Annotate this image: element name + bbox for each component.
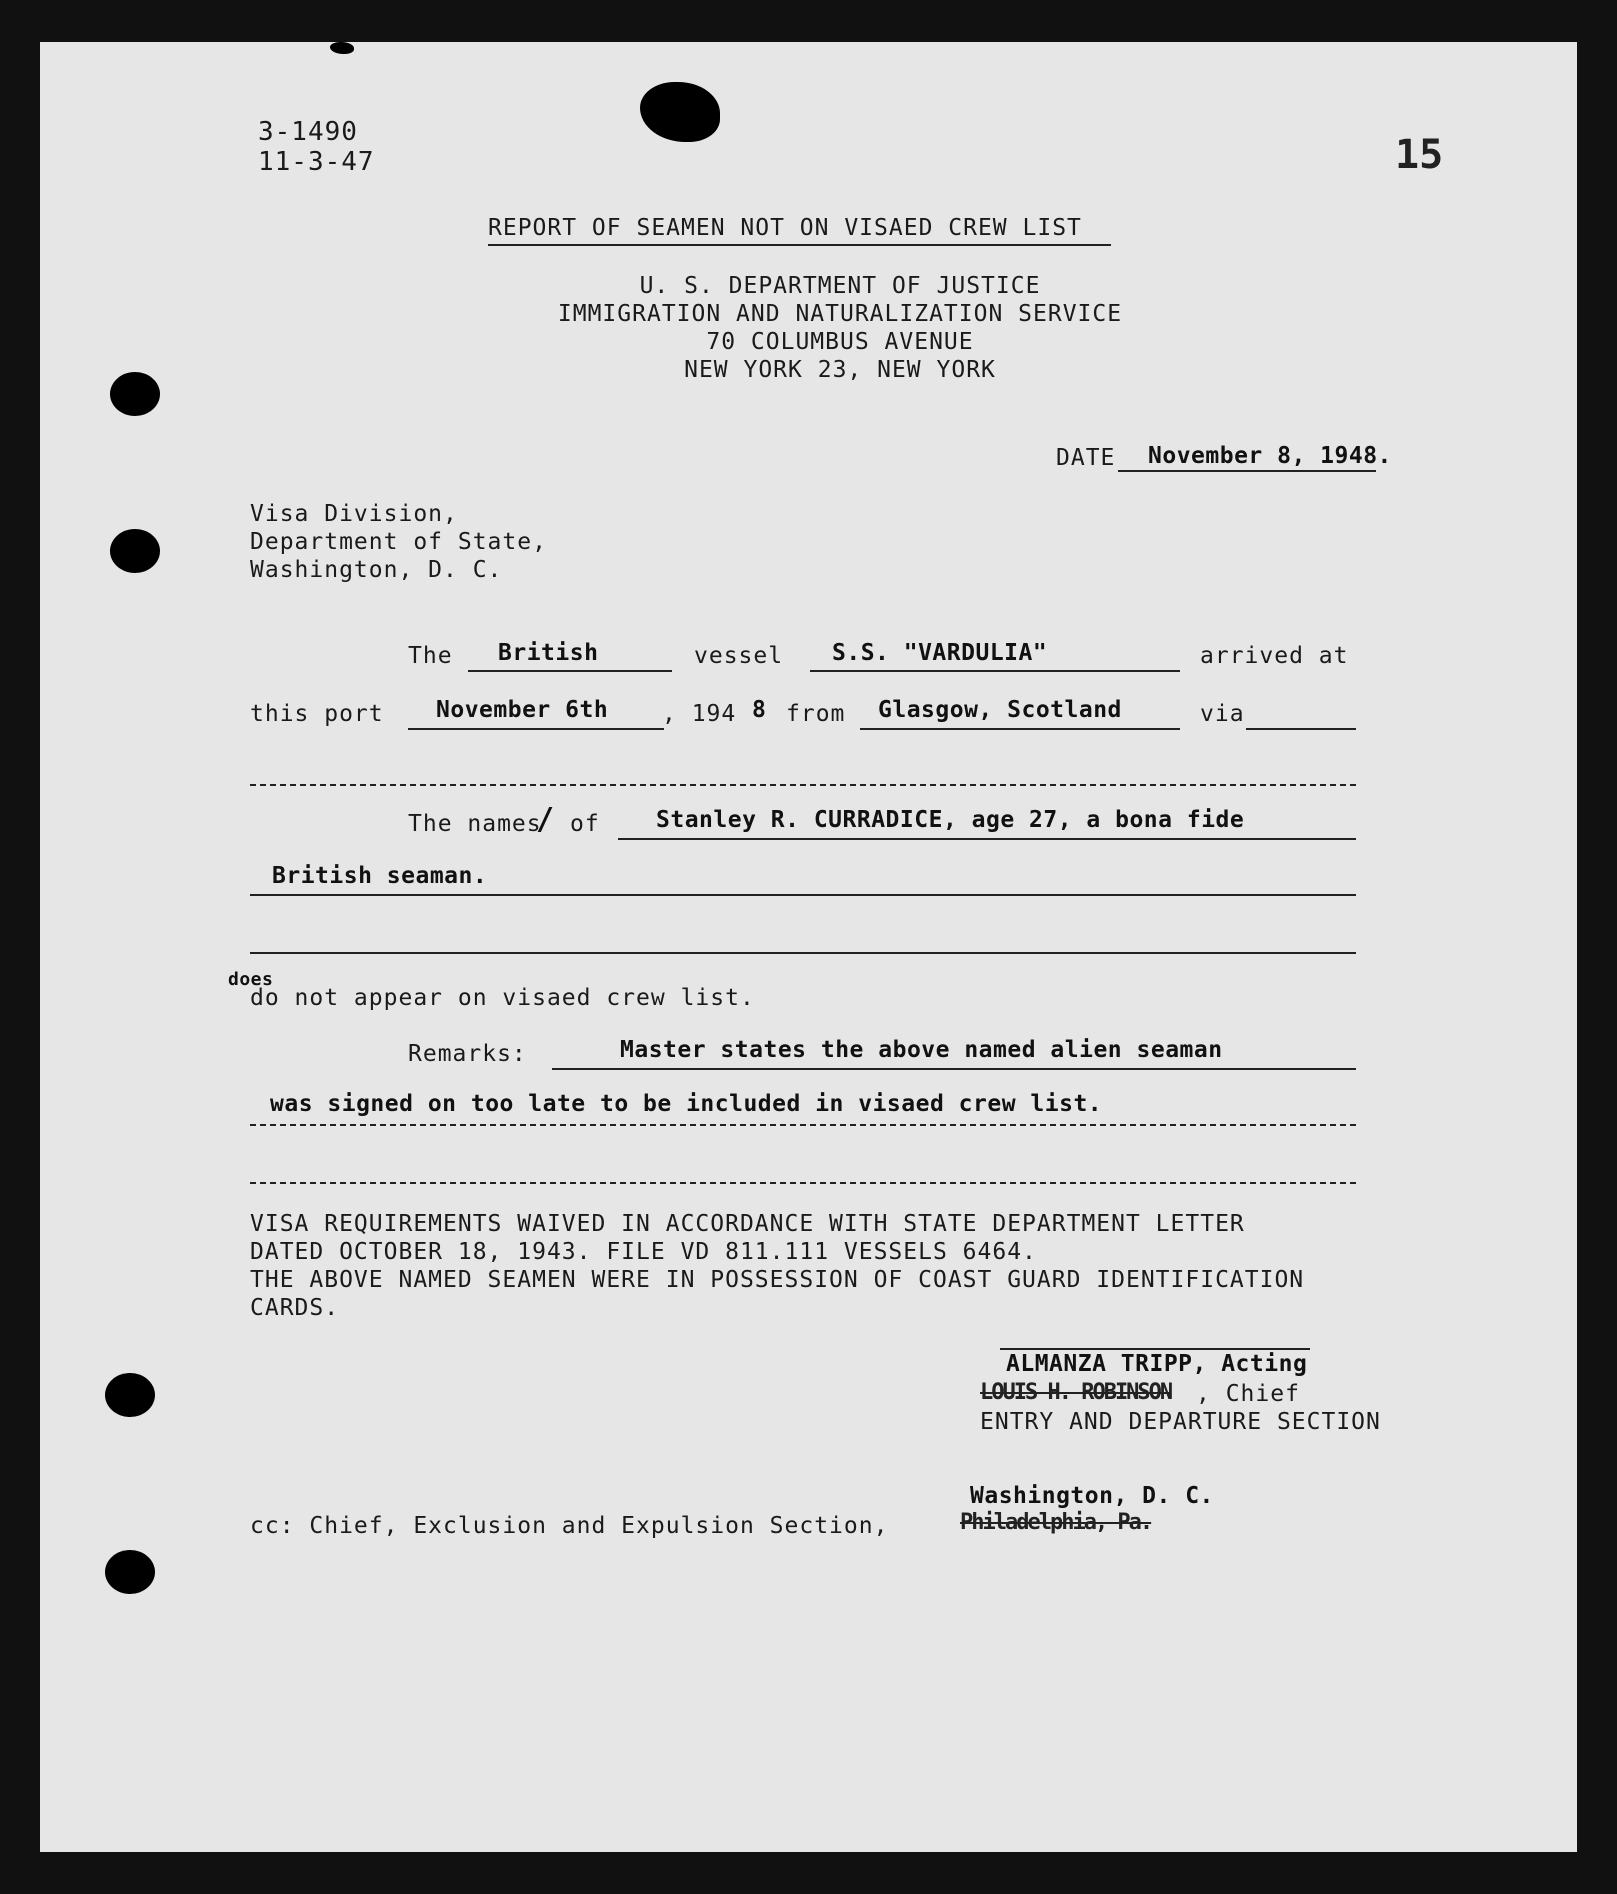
ink-blot xyxy=(640,82,720,142)
footnote-line4: CARDS. xyxy=(250,1295,340,1321)
names-slash: / xyxy=(536,802,555,837)
vessel-nationality: British xyxy=(498,640,599,666)
year-digit: 8 xyxy=(752,697,767,723)
date-label: DATE xyxy=(1056,445,1116,471)
names-underline-3 xyxy=(250,952,1356,954)
remarks-underline-1 xyxy=(552,1068,1356,1070)
date-underline xyxy=(1118,470,1376,472)
remarks-underline-3 xyxy=(250,1182,1356,1184)
seaman-description: British seaman. xyxy=(272,863,488,889)
signature-title: , Chief xyxy=(1196,1381,1300,1407)
addressee-line2: Department of State, xyxy=(250,529,547,555)
remarks-line2: was signed on too late to be included in visaed crew list. xyxy=(270,1091,1103,1117)
cc-text: cc: Chief, Exclusion and Expulsion Section, xyxy=(250,1513,889,1539)
report-title: REPORT OF SEAMEN NOT ON VISAED CREW LIST xyxy=(488,215,1082,241)
arrived-at-label: arrived at xyxy=(1200,643,1349,669)
addressee-line3: Washington, D. C. xyxy=(250,557,503,583)
names-label: The names xyxy=(408,811,542,837)
signature-typed-name: ALMANZA TRIPP, Acting xyxy=(1006,1351,1308,1377)
punch-hole xyxy=(110,372,160,416)
footnote-line1: VISA REQUIREMENTS WAIVED IN ACCORDANCE WITH STATE DEPARTMENT LETTER xyxy=(250,1211,1245,1237)
signature-section: ENTRY AND DEPARTURE SECTION xyxy=(980,1409,1381,1435)
names-of-label: of xyxy=(570,811,600,837)
punch-hole xyxy=(105,1373,155,1417)
punch-hole xyxy=(110,529,160,573)
appear-correction: does xyxy=(228,969,274,990)
signature-crossed-name: LOUIS H. ROBINSON xyxy=(980,1380,1172,1405)
origin-underline xyxy=(860,728,1180,730)
addressee-line1: Visa Division, xyxy=(250,501,458,527)
footnote-line3: THE ABOVE NAMED SEAMEN WERE IN POSSESSION OF COAST GUARD IDENTIFICATION xyxy=(250,1267,1305,1293)
from-label: from xyxy=(786,701,846,727)
names-underline-1 xyxy=(618,838,1356,840)
remarks-underline-2 xyxy=(250,1124,1356,1126)
file-ref-line1: 3-1490 xyxy=(258,117,358,147)
title-underline xyxy=(488,244,1111,246)
remarks-line1: Master states the above named alien seaman xyxy=(620,1037,1223,1063)
file-ref-line2: 11-3-47 xyxy=(258,147,375,177)
vessel-name-underline xyxy=(810,670,1180,672)
seaman-name: Stanley R. CURRADICE, age 27, a bona fide xyxy=(656,807,1245,833)
via-label: via xyxy=(1200,701,1245,727)
cc-replacement-location: Washington, D. C. xyxy=(970,1483,1214,1509)
date-value: November 8, 1948. xyxy=(1148,443,1392,469)
remarks-label: Remarks: xyxy=(408,1041,527,1067)
vessel-name: S.S. "VARDULIA" xyxy=(832,640,1048,666)
page-number: 15 xyxy=(1395,132,1444,178)
agency-line1: U. S. DEPARTMENT OF JUSTICE xyxy=(639,273,1041,299)
agency-line3: 70 COLUMBUS AVENUE xyxy=(706,329,974,355)
ink-blot xyxy=(330,42,354,54)
year-prefix: , 194 xyxy=(662,701,737,727)
names-underline-2 xyxy=(250,894,1356,896)
cc-crossed-location: Philadelphia, Pa. xyxy=(960,1510,1152,1535)
document-page xyxy=(40,42,1577,1852)
nationality-underline xyxy=(468,670,672,672)
vessel-label: vessel xyxy=(694,643,784,669)
appear-text: do not appear on visaed crew list. xyxy=(250,985,755,1011)
via-underline xyxy=(1246,728,1356,730)
blank-line xyxy=(250,784,1356,786)
arrival-date-underline xyxy=(408,728,664,730)
agency-line4: NEW YORK 23, NEW YORK xyxy=(684,357,996,383)
this-port-label: this port xyxy=(250,701,384,727)
arrival-date: November 6th xyxy=(436,697,609,723)
agency-line2: IMMIGRATION AND NATURALIZATION SERVICE xyxy=(557,301,1123,327)
footnote-line2: DATED OCTOBER 18, 1943. FILE VD 811.111 VESSELS 6464. xyxy=(250,1239,1037,1265)
origin-port: Glasgow, Scotland xyxy=(878,697,1122,723)
vessel-the-label: The xyxy=(408,643,453,669)
punch-hole xyxy=(105,1550,155,1594)
